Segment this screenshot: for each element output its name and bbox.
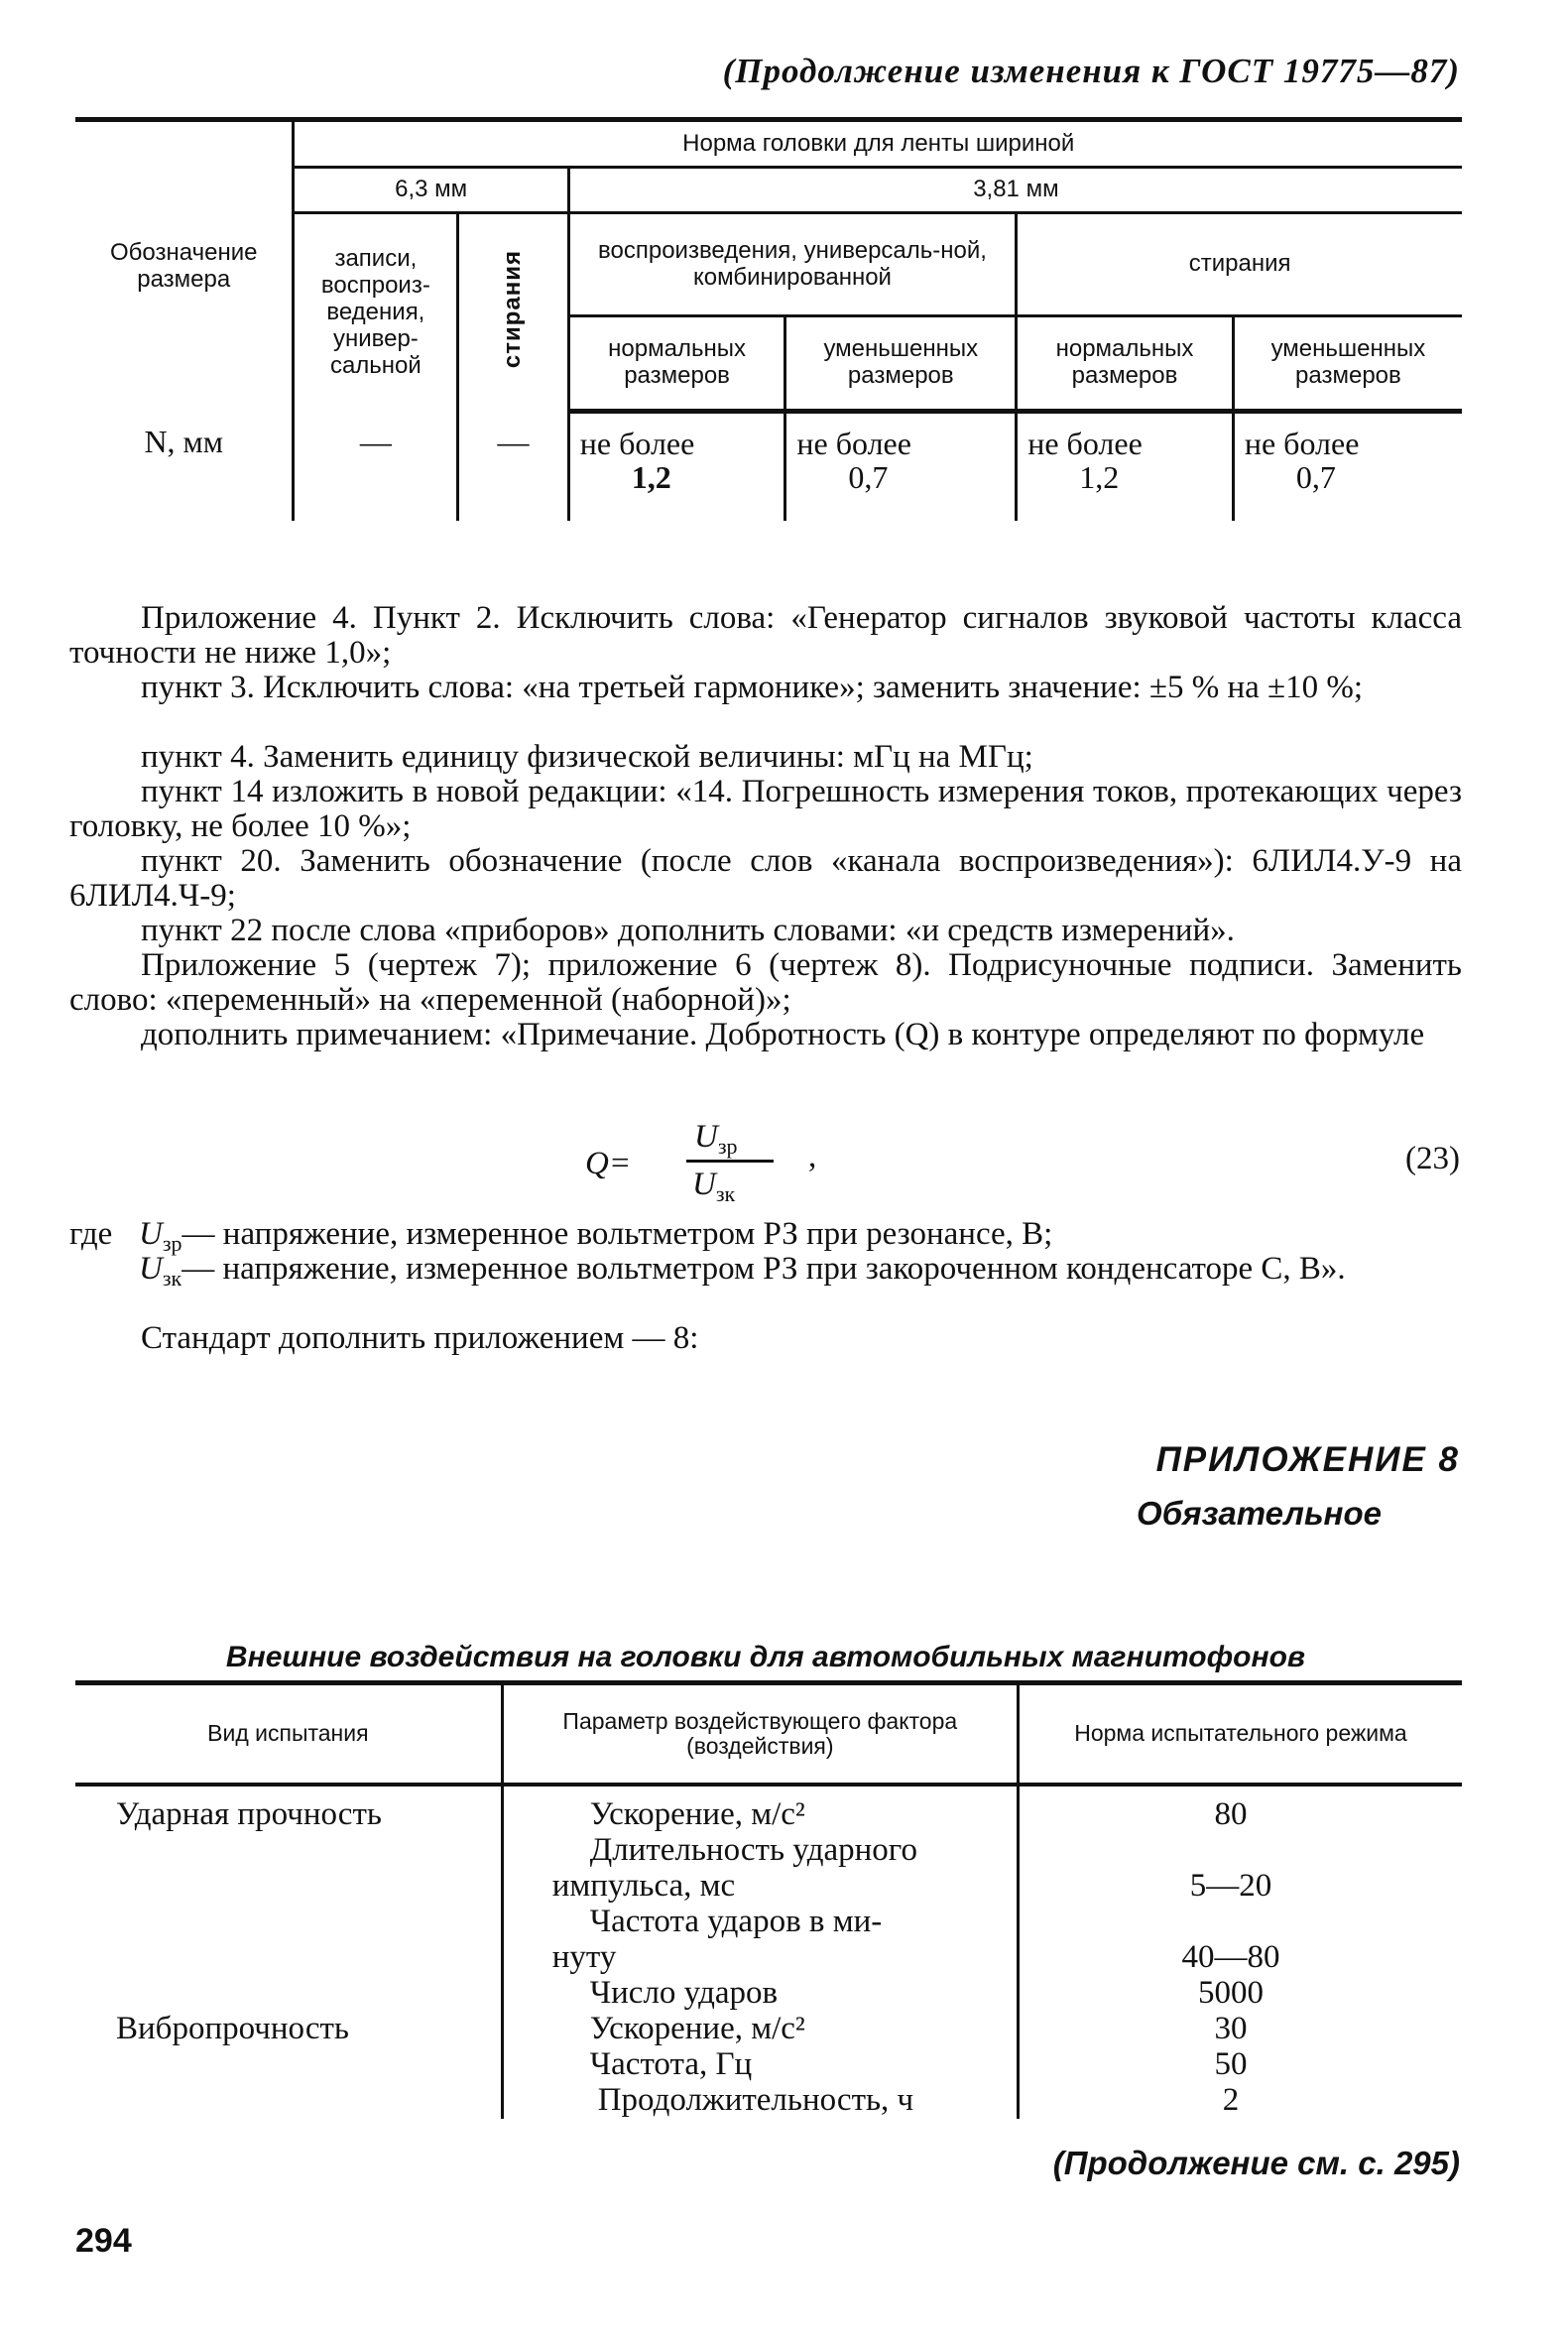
- formula-den-symbol: U: [692, 1167, 716, 1202]
- param-duration-1: Длительность ударного: [589, 1832, 918, 1868]
- cell-text: не более: [1244, 426, 1360, 461]
- appendix-title: ПРИЛОЖЕНИЕ 8: [1155, 1440, 1460, 1479]
- formula-comma: ,: [808, 1139, 817, 1174]
- cell-text: не более: [796, 426, 911, 461]
- table-row: [75, 412, 1462, 521]
- norm-value: 2: [1222, 2082, 1240, 2118]
- cell-value: 1,2: [631, 458, 671, 495]
- test-type-impact: Ударная прочность: [116, 1796, 382, 1832]
- cell-value: 0,7: [848, 458, 889, 495]
- formula-lhs: Q=: [585, 1146, 632, 1181]
- norm-value: 80: [1214, 1796, 1248, 1832]
- def1-text: — напряжение, измеренное вольтметром РЗ при резонансе, В;: [181, 1216, 1053, 1252]
- formula-numerator: [694, 1119, 738, 1160]
- cell-record: —: [294, 412, 458, 521]
- param-frequency-vib: Частота, Гц: [589, 2046, 753, 2082]
- def2-symbol: U: [139, 1251, 163, 1287]
- col-reduced-2: уменьшенных размеров: [1233, 316, 1462, 412]
- col-normal-2: нормальных размеров: [1017, 316, 1234, 412]
- cell-parameters: [502, 1785, 1018, 2119]
- param-acceleration: Ускорение, м/с²: [589, 1796, 805, 1832]
- cell-value: 1,2: [1079, 458, 1120, 495]
- width-6-3: 6,3 мм: [294, 168, 568, 213]
- formula-num-sub: зр: [717, 1134, 738, 1159]
- paragraph-3: пункт 4. Заменить единицу физической величины: мГц на МГц;: [141, 739, 1033, 775]
- footer-continuation: (Продолжение см. с. 295): [1052, 2145, 1460, 2181]
- formula-den-sub: зк: [715, 1181, 736, 1206]
- formula-q: [585, 1119, 942, 1204]
- paragraph-5: пункт 20. Заменить обозначение (после слов «канала воспроизведения»): 6ЛИЛ4.У-9 на 6ЛИЛ4.Ч-9;: [69, 843, 1462, 914]
- formula-num-symbol: U: [694, 1119, 718, 1155]
- col-test-type: Вид испытания: [75, 1683, 502, 1786]
- formula-denominator: [692, 1167, 735, 1207]
- page-number: 294: [75, 2222, 132, 2260]
- col-erase: стирания: [1017, 213, 1462, 316]
- test-type-vibration: Вибропрочность: [116, 2011, 349, 2046]
- param-duration-2: импульса, мс: [551, 1868, 736, 1904]
- col-playback: воспроизведения, универсаль-ной, комбинированной: [568, 213, 1016, 316]
- cell-value: 0,7: [1295, 458, 1336, 495]
- def1-sub: зр: [162, 1231, 182, 1256]
- cell-erase-normal: [1017, 412, 1234, 521]
- paragraph-6: пункт 22 после слова «приборов» дополнить словами: «и средств измерений».: [141, 913, 1235, 948]
- cell-erase: —: [458, 412, 569, 521]
- fraction-bar: [686, 1160, 774, 1163]
- col-reduced-1: уменьшенных размеров: [785, 316, 1017, 412]
- norm-value: 5000: [1197, 1975, 1264, 2011]
- cell-erase-reduced: [1233, 412, 1462, 521]
- norm-value: 5—20: [1189, 1868, 1272, 1904]
- def1-symbol: U: [139, 1216, 163, 1252]
- param-count: Число ударов: [589, 1975, 779, 2011]
- definition-2: [139, 1252, 1462, 1295]
- def2-sub: зк: [162, 1266, 182, 1291]
- param-frequency-1: Частота ударов в ми-: [589, 1904, 883, 1939]
- paragraph-8: дополнить примечанием: «Примечание. Добротность (Q) в контуре определяют по формуле: [141, 1017, 1425, 1052]
- table-title: Внешние воздействия на головки для автомобильных магнитофонов: [225, 1641, 1306, 1673]
- col-designation: Обозначение размера: [75, 120, 294, 412]
- appendix-subtitle: Обязательное: [1137, 1495, 1382, 1532]
- cell-text: не более: [1027, 426, 1143, 461]
- col-parameter: Параметр воздействующего фактора (воздействия): [502, 1683, 1018, 1786]
- col-erase-vertical: стирания: [499, 250, 527, 369]
- width-3-81: 3,81 мм: [568, 168, 1462, 213]
- def2-text: — напряжение, измеренное вольтметром РЗ при закороченном конденсаторе С, В».: [181, 1251, 1346, 1287]
- cell-playback-reduced: [785, 412, 1017, 521]
- table-row: [75, 1785, 1462, 2119]
- norm-value: 30: [1214, 2011, 1248, 2046]
- cell-norms: [1018, 1785, 1462, 2119]
- col-norm: Норма испытательного режима: [1018, 1683, 1462, 1786]
- paragraph-1: Приложение 4. Пункт 2. Исключить слова: «Генератор сигналов звуковой частоты класса точности не ниже 1,0»;: [69, 600, 1462, 671]
- equation-number: (23): [1405, 1141, 1460, 1176]
- paragraph-4: пункт 14 изложить в новой редакции: «14. Погрешность измерения токов, протекающих через головку, не более 10 %»;: [69, 774, 1462, 844]
- norm-value: 40—80: [1181, 1939, 1280, 1975]
- param-frequency-2: нуту: [551, 1939, 617, 1975]
- where-label: где: [69, 1216, 113, 1252]
- paragraph-2: пункт 3. Исключить слова: «на третьей гармонике»; заменить значение: ±5 % на ±10 %;: [141, 670, 1364, 705]
- paragraph-7: Приложение 5 (чертеж 7); приложение 6 (чертеж 8). Подрисуночные подписи. Заменить слово: «переменный» на «переменной (наборной)»;: [69, 947, 1462, 1018]
- cell-text: не более: [579, 426, 695, 461]
- row-label: N, мм: [144, 423, 224, 459]
- norm-header: Норма головки для ленты шириной: [294, 120, 1462, 168]
- cell-playback-normal: [568, 412, 785, 521]
- param-acceleration-vib: Ускорение, м/с²: [589, 2011, 805, 2046]
- col-normal-1: нормальных размеров: [568, 316, 785, 412]
- col-record: записи, воспроиз-ведения, универ-сальной: [294, 213, 458, 412]
- norm-value: 50: [1214, 2046, 1248, 2082]
- external-effects-table: [75, 1680, 1462, 2119]
- paragraph-9: Стандарт дополнить приложением — 8:: [141, 1320, 699, 1356]
- head-norm-table: [75, 117, 1462, 521]
- param-duration-vib: Продолжительность, ч: [597, 2082, 914, 2118]
- header-continuation: (Продолжение изменения к ГОСТ 19775—87): [722, 52, 1460, 90]
- cell-test-types: [75, 1785, 502, 2119]
